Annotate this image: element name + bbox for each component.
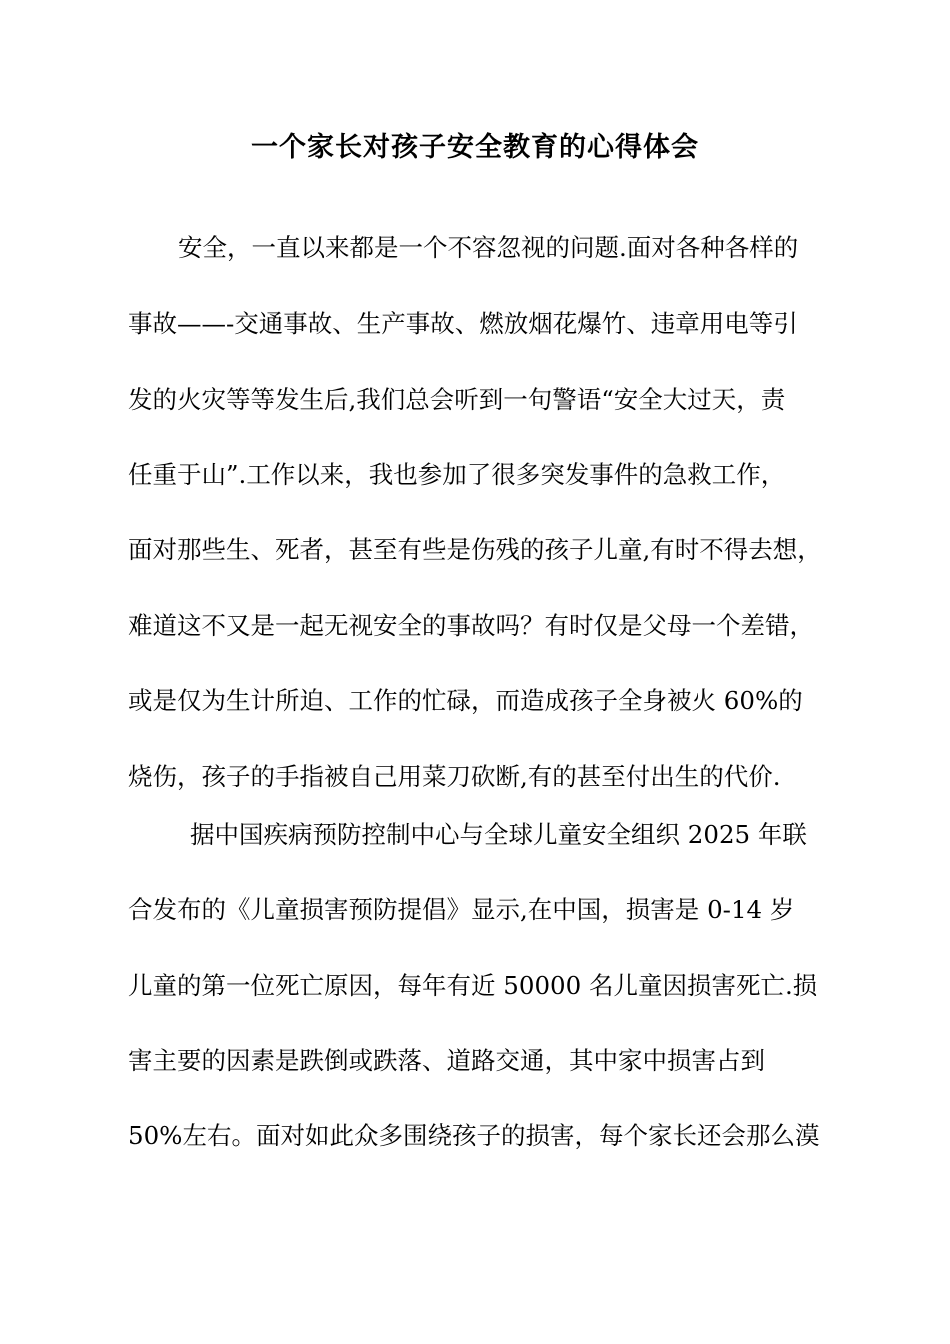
paragraph-2-line-1: 据中国疾病预防控制中心与全球儿童安全组织 2025 年联 xyxy=(190,820,807,849)
paragraph-1-line-1: 安全，一直以来都是一个不容忽视的问题.面对各种各样的 xyxy=(178,233,799,262)
paragraph-1-line-7: 或是仅为生计所迫、工作的忙碌，而造成孩子全身被火 60%的 xyxy=(128,686,803,715)
paragraph-1-line-2: 事故——-交通事故、生产事故、燃放烟花爆竹、违章用电等引 xyxy=(128,309,798,338)
paragraph-2-line-3: 儿童的第一位死亡原因，每年有近 50000 名儿童因损害死亡.损 xyxy=(128,971,818,1000)
paragraph-2-line-2: 合发布的《儿童损害预防提倡》显示,在中国，损害是 0-14 岁 xyxy=(128,895,795,924)
paragraph-1-line-5: 面对那些生、死者，甚至有些是伤残的孩子儿童,有时不得去想， xyxy=(128,535,822,564)
paragraph-1-line-4: 任重于山”.工作以来，我也参加了很多突发事件的急救工作， xyxy=(128,460,786,489)
paragraph-1-line-8: 烧伤，孩子的手指被自己用菜刀砍断,有的甚至付出生的代价. xyxy=(128,762,781,791)
paragraph-2-line-4: 害主要的因素是跌倒或跌落、道路交通，其中家中损害占到 xyxy=(128,1046,765,1075)
paragraph-1-line-6: 难道这不又是一起无视安全的事故吗？有时仅是父母一个差错， xyxy=(128,611,814,640)
paragraph-2-line-5: 50%左右。面对如此众多围绕孩子的损害，每个家长还会那么漠 xyxy=(128,1121,820,1150)
paragraph-1-line-3: 发的火灾等等发生后,我们总会听到一句警语“安全大过天，责 xyxy=(128,385,786,414)
document-title: 一个家长对孩子安全教育的心得体会 xyxy=(251,132,699,163)
